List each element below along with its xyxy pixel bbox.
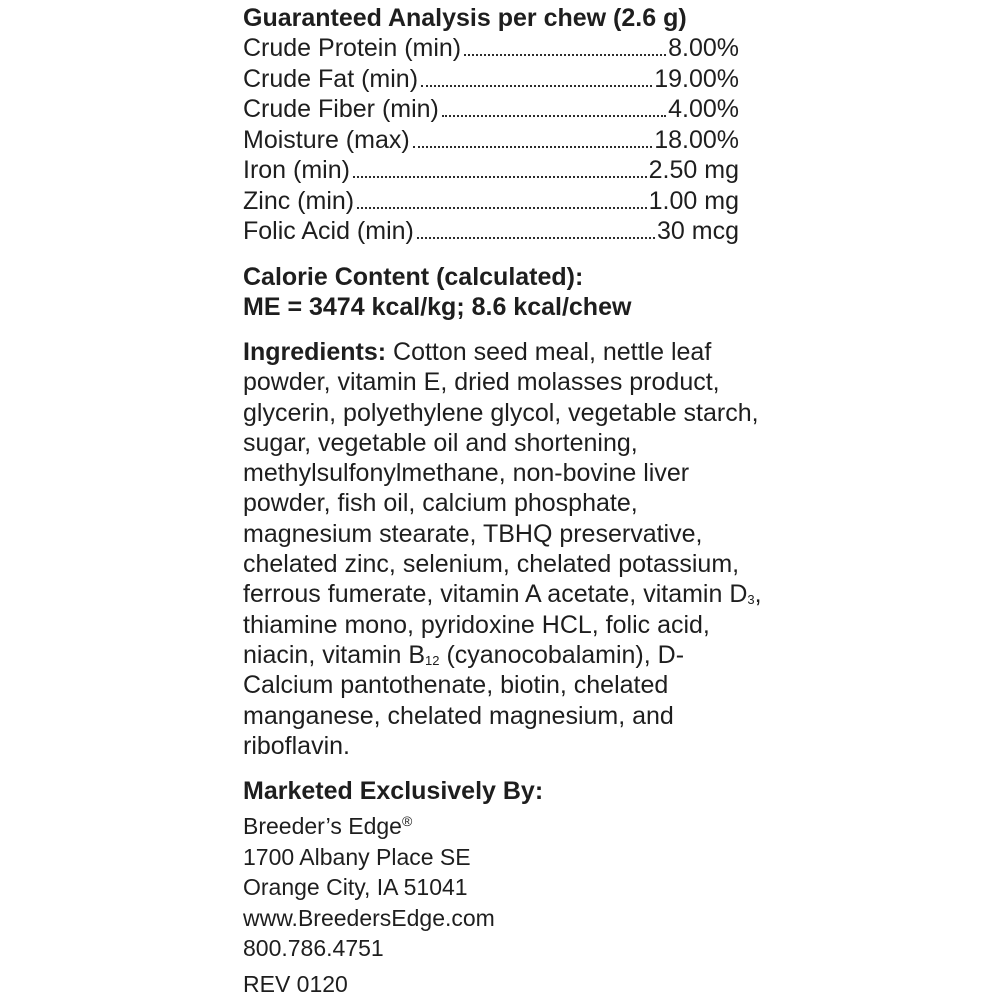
analysis-row-crude-fiber <box>243 94 739 125</box>
analysis-value: 4.00% <box>668 95 739 123</box>
analysis-name: Moisture (max) <box>243 125 410 154</box>
analysis-value: 18.00% <box>654 125 739 154</box>
analysis-name: Crude Fat (min) <box>243 64 419 93</box>
subscript-12: 12 <box>425 652 440 668</box>
ingredients-label: Ingredients: <box>243 338 387 366</box>
dot-leader <box>464 54 666 56</box>
calorie-content-heading: Calorie Content (calculated): <box>243 263 584 291</box>
ingredients-text-part2: , thiamine mono, pyridoxine HCL, folic acid, niacin, vitamin B <box>243 580 762 669</box>
dot-leader <box>413 146 653 148</box>
ingredients-text-part3: (cyanocobalamin), D-Calcium pantothenate, biotin, chelated manganese, chelated magnesium, and riboflavin. <box>243 640 685 760</box>
analysis-name: Crude Fiber (min) <box>243 95 439 123</box>
analysis-row-crude-fat <box>243 64 739 95</box>
subscript-3: 3 <box>747 592 755 608</box>
analysis-row-crude-protein <box>243 33 739 64</box>
analysis-row-moisture <box>243 125 739 156</box>
guaranteed-analysis-heading: Guaranteed Analysis per chew (2.6 g) <box>243 4 687 32</box>
analysis-name: Folic Acid (min) <box>243 217 414 245</box>
analysis-row-iron <box>243 155 739 186</box>
analysis-value: 8.00% <box>668 34 739 62</box>
analysis-name: Iron (min) <box>243 156 350 184</box>
company-name: Breeder’s Edge <box>243 813 402 839</box>
revision-code: REV 0120 <box>243 971 348 997</box>
analysis-value: 19.00% <box>654 64 739 93</box>
analysis-name: Zinc (min) <box>243 186 355 215</box>
marketed-by-heading: Marketed Exclusively By: <box>243 777 544 805</box>
city-state-zip: Orange City, IA 51041 <box>243 874 468 900</box>
analysis-value: 2.50 mg <box>648 156 739 184</box>
analysis-value: 1.00 mg <box>648 186 739 215</box>
website: www.BreedersEdge.com <box>243 904 495 931</box>
dot-leader <box>357 207 647 209</box>
calorie-content-value: ME = 3474 kcal/kg; 8.6 kcal/chew <box>243 293 632 321</box>
registered-mark: ® <box>401 813 413 829</box>
analysis-row-zinc <box>243 186 739 217</box>
analysis-value: 30 mcg <box>657 217 739 245</box>
guaranteed-analysis-list <box>243 33 739 247</box>
analysis-name: Crude Protein (min) <box>243 34 462 62</box>
marketer-address <box>243 806 495 964</box>
ingredients-paragraph <box>243 337 763 761</box>
ingredients-text-part1: Cotton seed meal, nettle leaf powder, vitamin E, dried molasses product, glycerin, polyethylene glycol, vegetable starch, sugar, vegetable oil and shortening, methylsulfonylmethane, non-bovine liver powder, fish oil, calcium phosphate, magnesium stearate, TBHQ preservative, chelated zinc, selenium, chelated potassium, ferrous fumerate, vitamin A acetate, vitamin D <box>243 338 759 609</box>
company-name-line <box>243 806 495 842</box>
dot-leader <box>442 115 666 117</box>
phone-number: 800.786.4751 <box>243 935 384 961</box>
dot-leader <box>421 85 652 87</box>
analysis-row-folic-acid <box>243 216 739 247</box>
street-address: 1700 Albany Place SE <box>243 843 471 870</box>
dot-leader <box>353 176 647 178</box>
calorie-content-section <box>243 262 631 322</box>
dot-leader <box>417 237 655 239</box>
